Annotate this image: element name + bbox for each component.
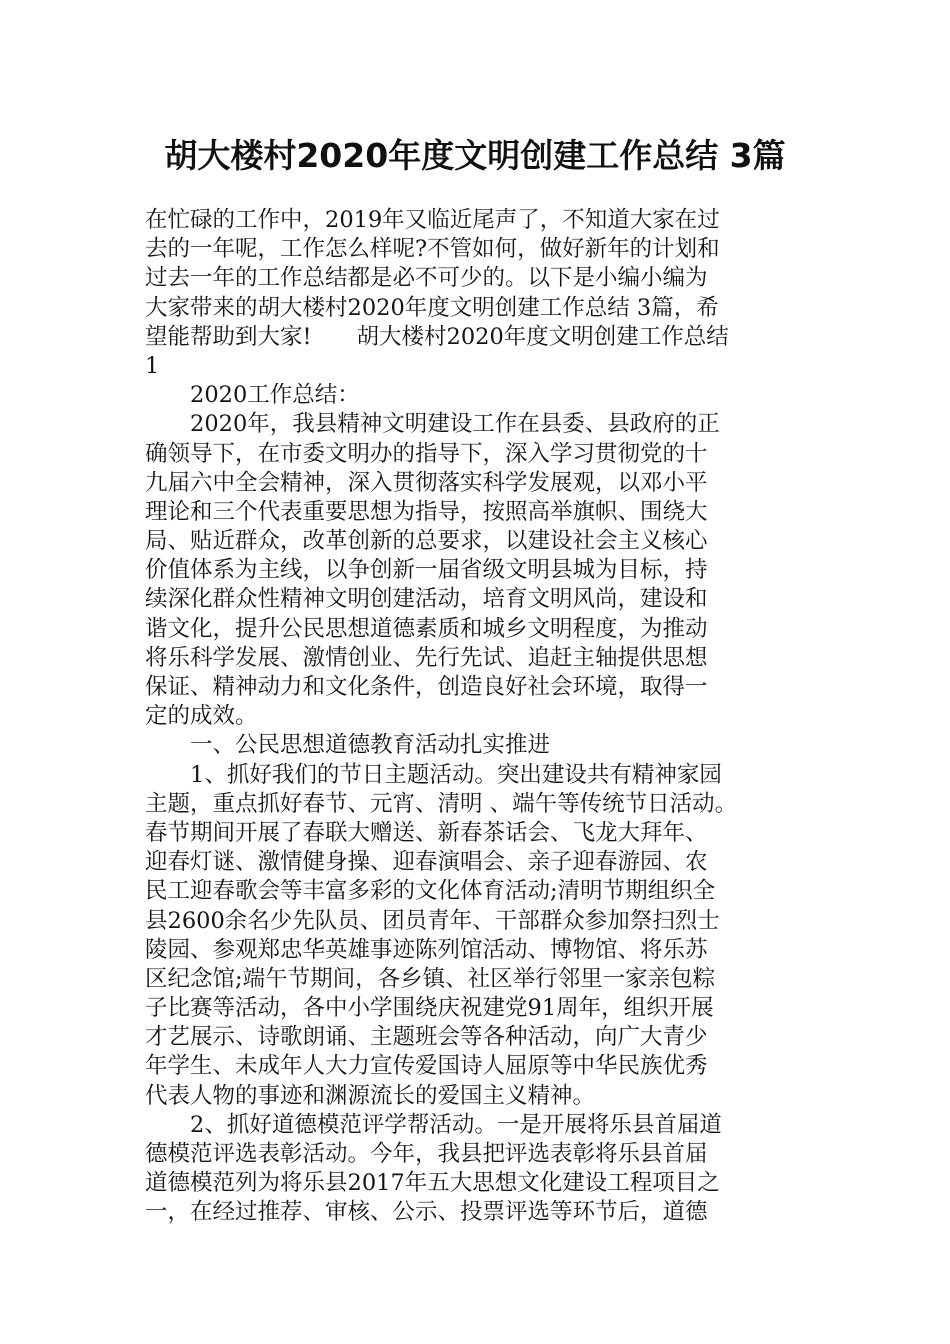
document-text-line: 迎春灯谜、激情健身操、迎春演唱会、亲子迎春游园、农 xyxy=(145,849,708,876)
document-text-line: 大家带来的胡大楼村2020年度文明创建工作总结 3篇，希 xyxy=(145,294,719,321)
document-text-line: 九届六中全会精神，深入贯彻落实科学发展观，以邓小平 xyxy=(145,469,708,496)
document-text-line: 望能帮助到大家! 胡大楼村2020年度文明创建工作总结 xyxy=(145,323,729,350)
document-text-line: 民工迎春歌会等丰富多彩的文化体育活动;清明节期组织全 xyxy=(145,878,716,905)
document-text-line: 才艺展示、诗歌朗诵、主题班会等各种活动，向广大青少 xyxy=(145,1024,708,1051)
document-text-line: 1、抓好我们的节日主题活动。突出建设共有精神家园 xyxy=(145,761,722,788)
document-text-line: 2、抓好道德模范评学帮活动。一是开展将乐县首届道 xyxy=(145,1111,722,1138)
document-text-line: 谐文化，提升公民思想道德素质和城乡文明程度，为推动 xyxy=(145,615,708,642)
document-text-line: 理论和三个代表重要思想为指导，按照高举旗帜、围绕大 xyxy=(145,498,708,525)
document-text-line: 一，在经过推荐、审核、公示、投票评选等环节后，道德 xyxy=(145,1199,708,1226)
document-text-line: 将乐科学发展、激情创业、先行先试、追赶主轴提供思想 xyxy=(145,644,708,671)
document-text-line: 1 xyxy=(145,352,160,379)
document-text-line: 年学生、未成年人大力宣传爱国诗人屈原等中华民族优秀 xyxy=(145,1053,708,1080)
document-text-line: 主题，重点抓好春节、元宵、清明 、端午等传统节日活动。 xyxy=(145,790,738,817)
document-text-line: 续深化群众性精神文明创建活动，培育文明风尚，建设和 xyxy=(145,586,708,613)
document-text-line: 过去一年的工作总结都是必不可少的。以下是小编小编为 xyxy=(145,265,708,292)
document-text-line: 2020工作总结： xyxy=(145,382,360,409)
document-text-line: 价值体系为主线，以争创新一届省级文明县城为目标，持 xyxy=(145,557,708,584)
document-text-line: 春节期间开展了春联大赠送、新春茶话会、飞龙大拜年、 xyxy=(145,819,708,846)
document-text-line: 2020年，我县精神文明建设工作在县委、县政府的正 xyxy=(145,411,720,438)
document-text-line: 德模范评选表彰活动。今年，我县把评选表彰将乐县首届 xyxy=(145,1141,708,1167)
document-text-line: 陵园、参观郑忠华英雄事迹陈列馆活动、博物馆、将乐苏 xyxy=(145,936,708,963)
document-text-line: 一、公民思想道德教育活动扎实推进 xyxy=(145,732,551,759)
document-text-line: 保证、精神动力和文化条件，创造良好社会环境，取得一 xyxy=(145,674,708,700)
document-text-line: 代表人物的事迹和渊源流长的爱国主义精神。 xyxy=(145,1082,596,1109)
document-title: 胡大楼村2020年度文明创建工作总结 3篇 xyxy=(164,136,786,175)
document-text-line: 子比赛等活动，各中小学围绕庆祝建党91周年，组织开展 xyxy=(145,995,714,1022)
document-text-line: 在忙碌的工作中，2019年又临近尾声了，不知道大家在过 xyxy=(145,207,720,233)
document-text-line: 局、贴近群众，改革创新的总要求，以建设社会主义核心 xyxy=(145,528,708,555)
document-text-line: 定的成效。 xyxy=(145,703,258,730)
document-text-line: 确领导下，在市委文明办的指导下，深入学习贯彻党的十 xyxy=(145,440,708,467)
document-body xyxy=(145,206,817,1228)
document-text-line: 区纪念馆;端午节期间，各乡镇、社区举行邻里一家亲包粽 xyxy=(145,965,716,992)
document-text-line: 县2600余名少先队员、团员青年、干部群众参加祭扫烈士 xyxy=(145,907,720,934)
document-text-line: 去的一年呢，工作怎么样呢?不管如何，做好新年的计划和 xyxy=(145,236,720,263)
document-text-line: 道德模范列为将乐县2017年五大思想文化建设工程项目之 xyxy=(145,1170,720,1197)
